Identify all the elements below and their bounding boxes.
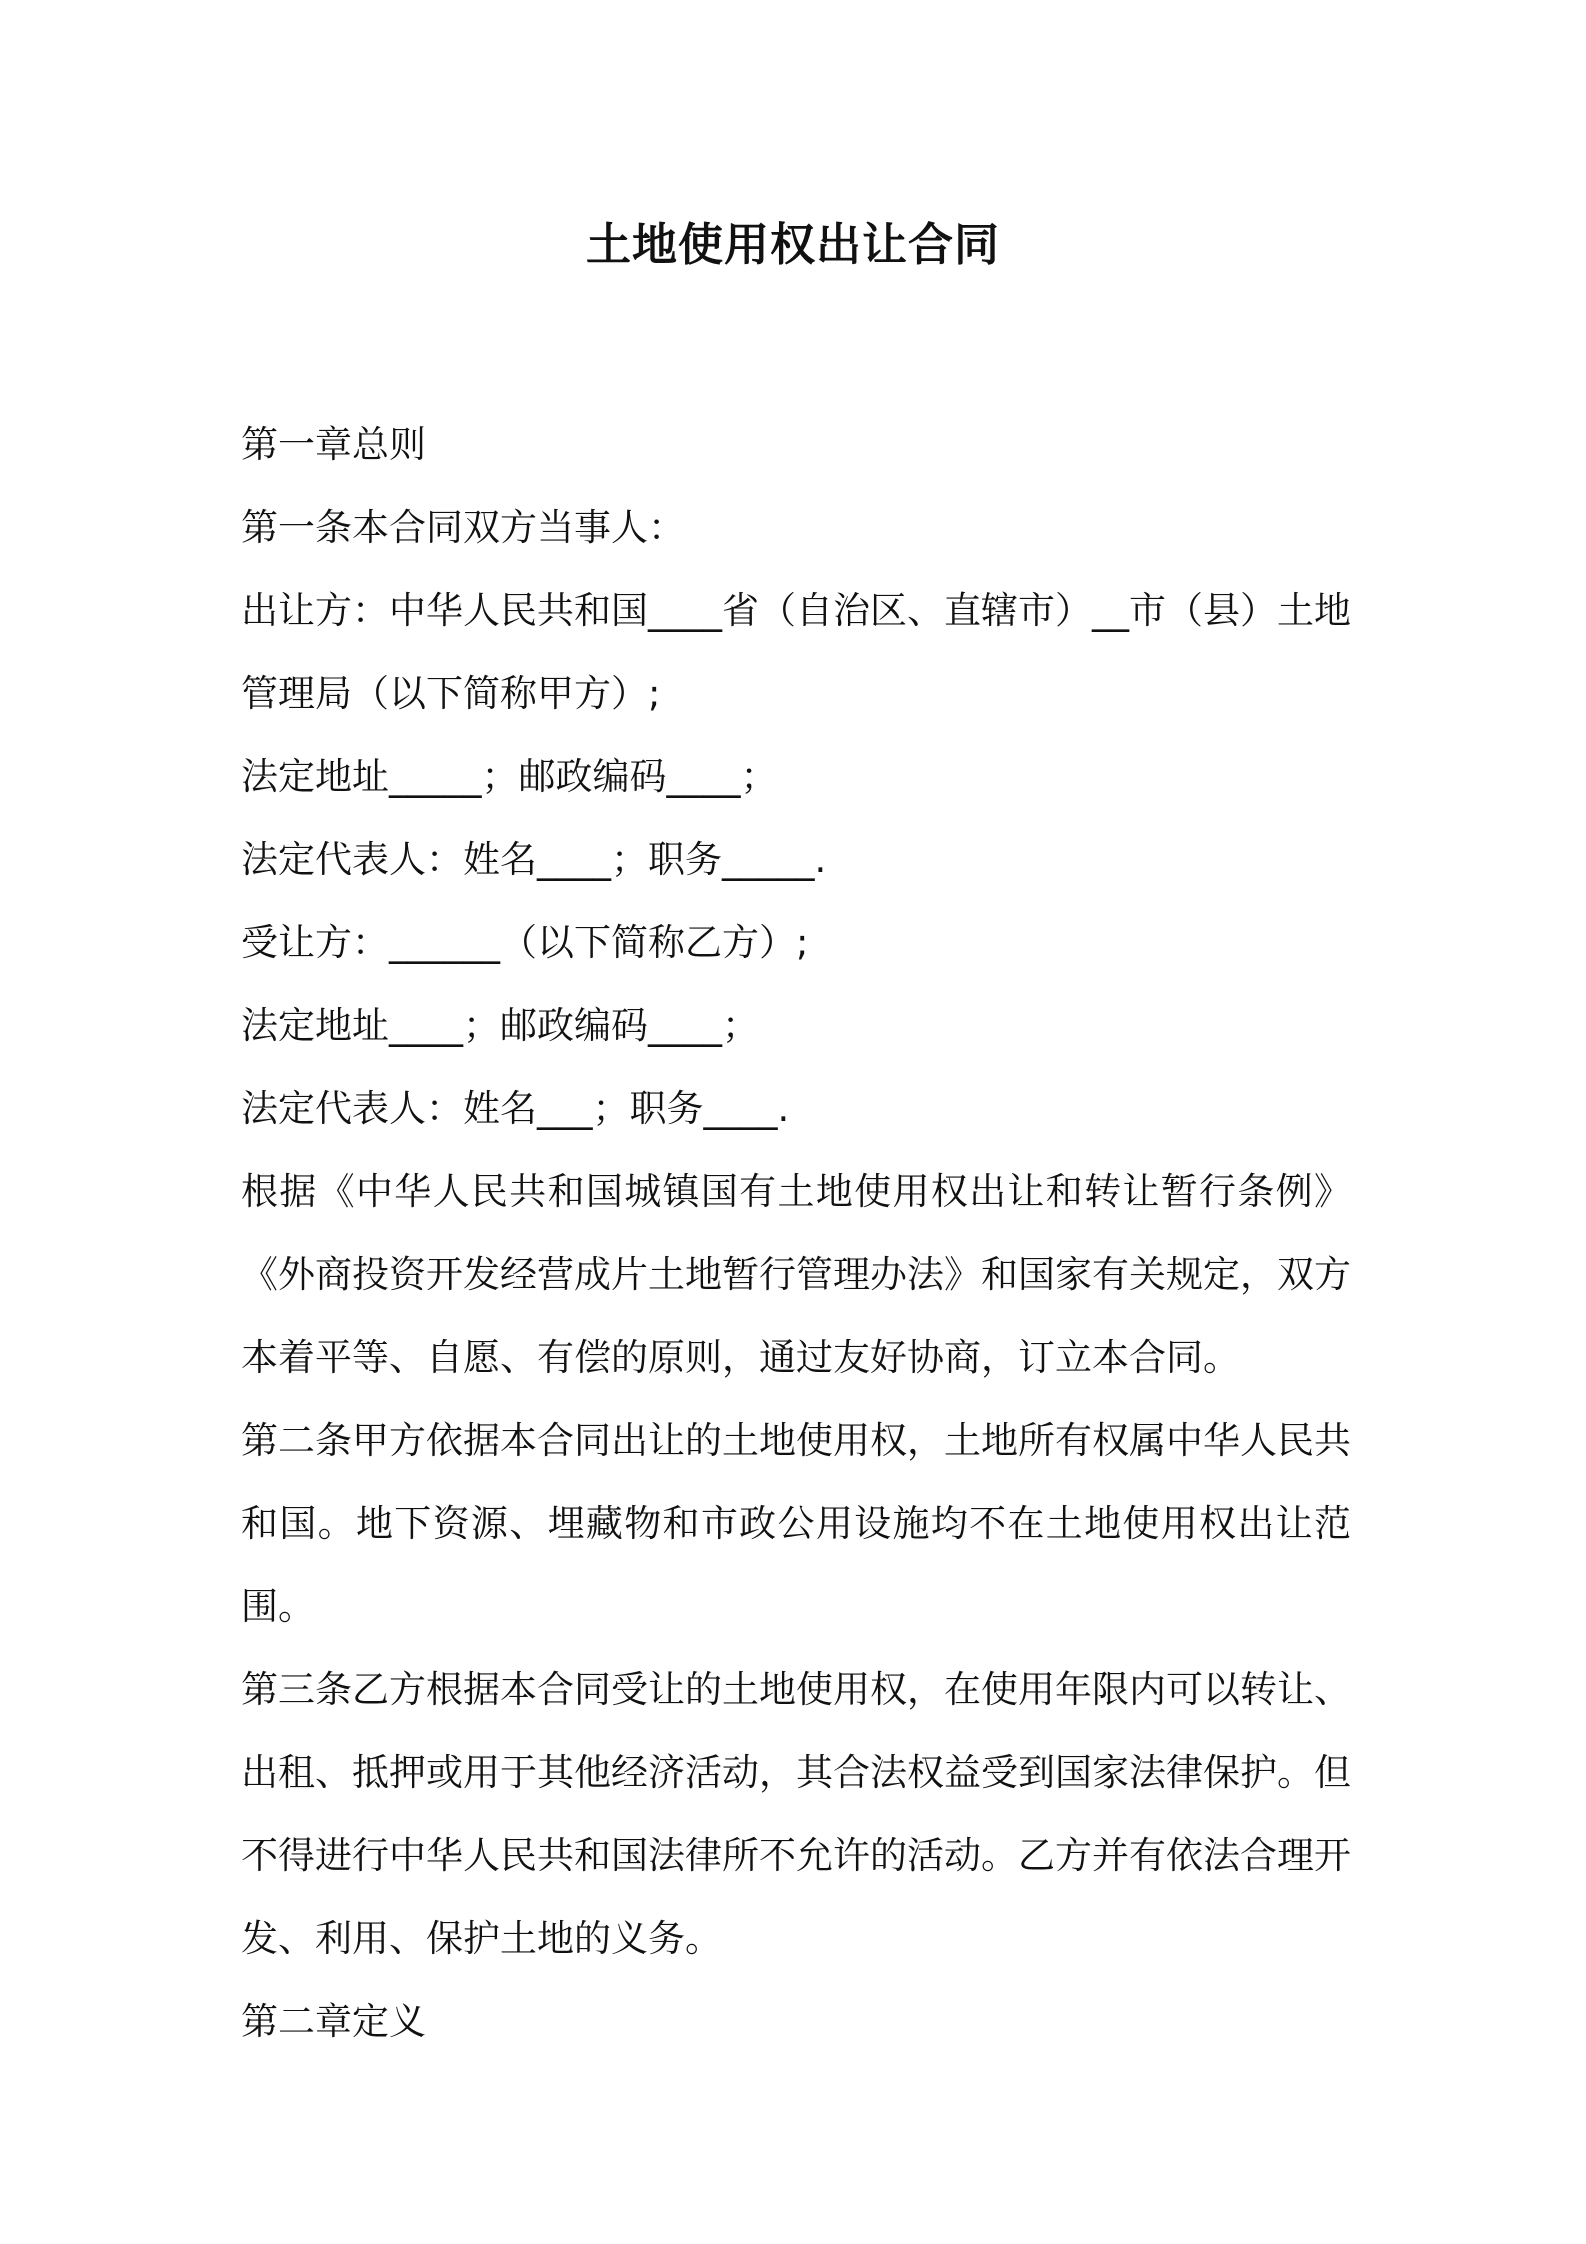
- grantee-address-paragraph: 法定地址____；邮政编码____；: [241, 1004, 759, 1047]
- grantee-representative-paragraph: 法定代表人：姓名___；职务____.: [241, 1087, 790, 1130]
- document-title: 土地使用权出让合同: [585, 218, 1000, 271]
- chapter-heading: 第一章总则: [241, 423, 426, 466]
- grantor-paragraph: 出让方：中华人民共和国____省（自治区、直辖市）__市（县）土地管理局（以下简称甲方）;: [241, 589, 1351, 715]
- article-three-paragraph: 第三条乙方根据本合同受让的土地使用权，在使用年限内可以转让、出租、抵押或用于其他经济活动，其合法权益受到国家法律保护。但不得进行中华人民共和国法律所不允许的活动。乙方并有依法合理开发、利用、保护土地的义务。: [241, 1668, 1351, 1960]
- document-body: [241, 403, 1351, 2063]
- article-two-paragraph: 第二条甲方依据本合同出让的土地使用权，土地所有权属中华人民共和国。地下资源、埋藏物和市政公用设施均不在土地使用权出让范围。: [241, 1419, 1351, 1628]
- legal-basis-paragraph: 根据《中华人民共和国城镇国有土地使用权出让和转让暂行条例》《外商投资开发经营成片土地暂行管理办法》和国家有关规定，双方本着平等、自愿、有偿的原则，通过友好协商，订立本合同。: [241, 1170, 1351, 1379]
- grantor-representative-paragraph: 法定代表人：姓名____；职务_____.: [241, 838, 827, 881]
- grantee-paragraph: 受让方：______（以下简称乙方）;: [241, 921, 809, 964]
- grantor-address-paragraph: 法定地址_____；邮政编码____；: [241, 755, 778, 798]
- article-paragraph: 第一条本合同双方当事人：: [241, 506, 685, 549]
- chapter-heading: 第二章定义: [241, 2000, 426, 2043]
